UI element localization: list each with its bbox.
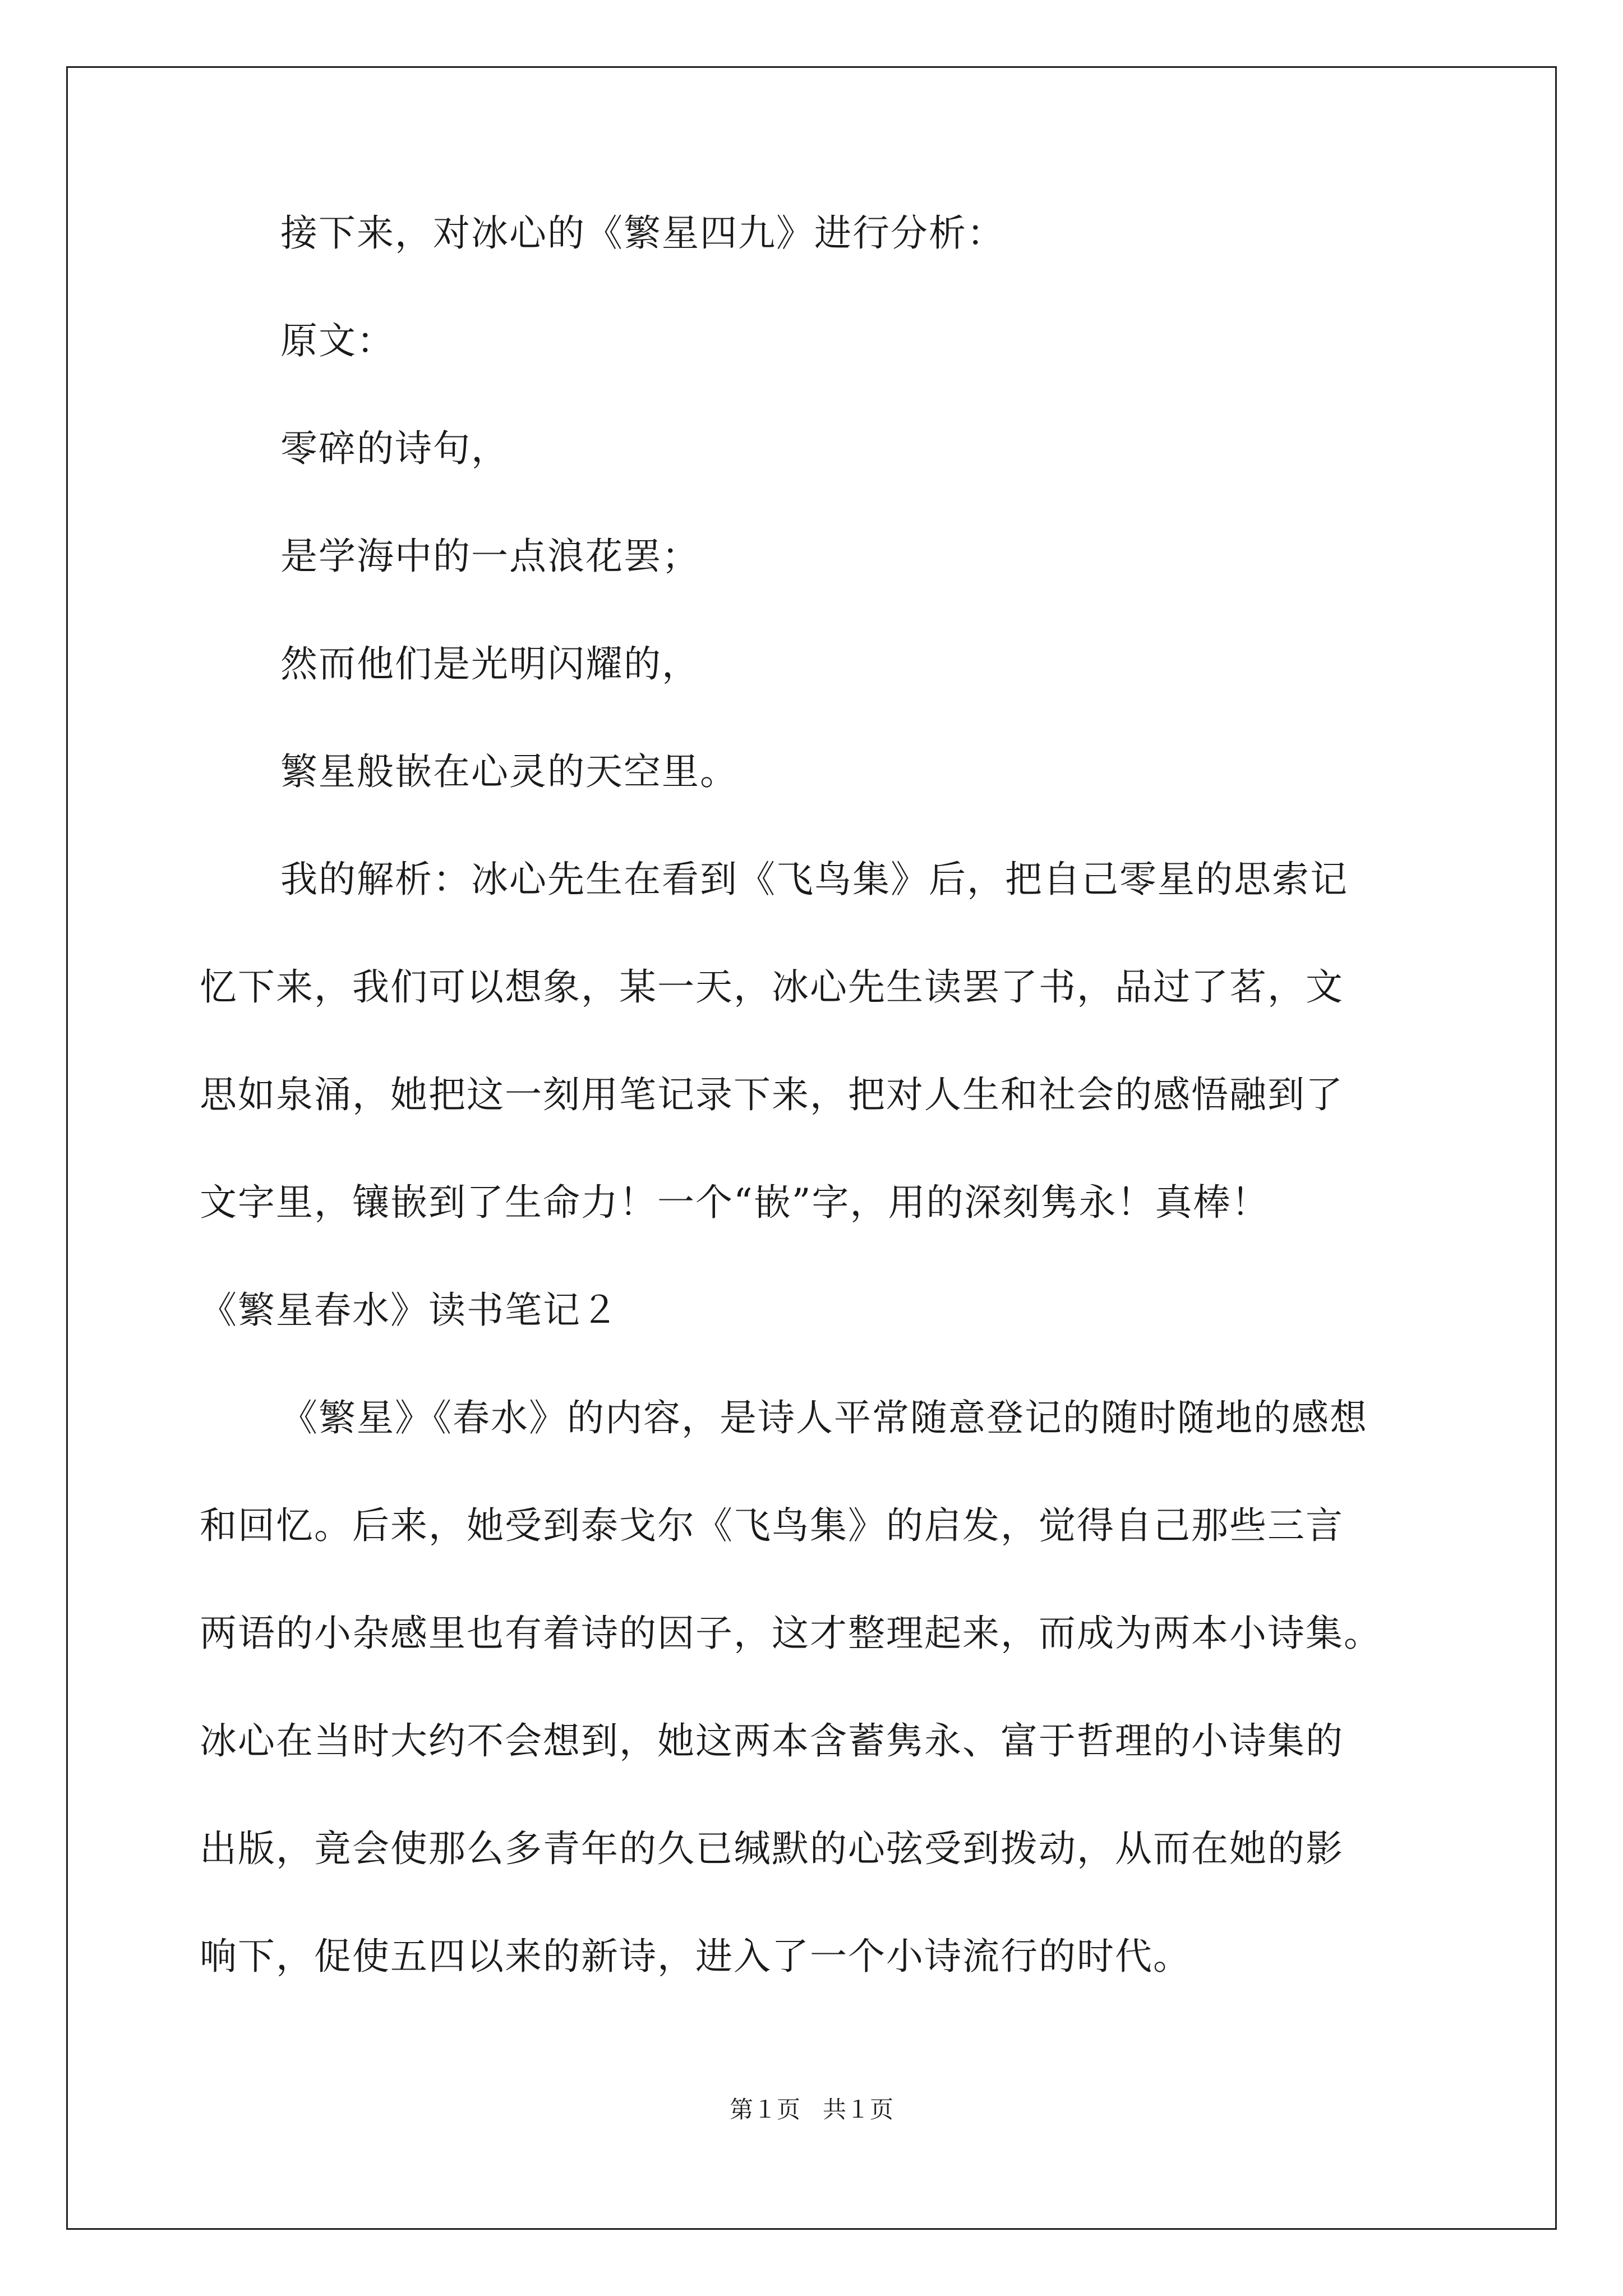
- paragraph-line: 原文：: [280, 319, 395, 362]
- poem-line: 是学海中的一点浪花罢；: [280, 535, 700, 578]
- paragraph-line: 忆下来，我们可以想象，某一天，冰心先生读罢了书，品过了茗，文: [200, 965, 1344, 1009]
- paragraph-line: 响下，促使五四以来的新诗，进入了一个小诗流行的时代。: [200, 1935, 1191, 1978]
- section-heading: 《繁星春水》读书笔记２: [200, 1289, 619, 1332]
- paragraph-line: 冰心在当时大约不会想到，她这两本含蓄隽永、富于哲理的小诗集的: [200, 1719, 1344, 1763]
- paragraph-line: 文字里，镶嵌到了生命力！一个“嵌”字，用的深刻隽永！真棒！: [200, 1181, 1270, 1224]
- paragraph-line: 出版，竟会使那么多青年的久已缄默的心弦受到拨动，从而在她的影: [200, 1827, 1344, 1870]
- paragraph-line: 《繁星》《春水》的内容，是诗人平常随意登记的随时随地的感想: [280, 1396, 1368, 1439]
- paragraph-line: 思如泉涌，她把这一刻用笔记录下来，把对人生和社会的感悟融到了: [200, 1073, 1344, 1116]
- paragraph-line: 两语的小杂感里也有着诗的因子，这才整理起来，而成为两本小诗集。: [200, 1612, 1382, 1655]
- poem-line: 繁星般嵌在心灵的天空里。: [280, 750, 738, 793]
- document-body: [200, 211, 1433, 2042]
- paragraph-line: 和回忆。后来，她受到泰戈尔《飞鸟集》的启发，觉得自己那些三言: [200, 1504, 1344, 1547]
- poem-line: 零碎的诗句，: [280, 427, 509, 470]
- page-footer: 第１页 共１页: [729, 2096, 894, 2123]
- paragraph-line: 接下来，对冰心的《繁星四九》进行分析：: [280, 211, 1005, 255]
- poem-line: 然而他们是光明闪耀的，: [280, 642, 700, 685]
- paragraph-line: 我的解析：冰心先生在看到《飞鸟集》后，把自己零星的思索记: [280, 858, 1348, 901]
